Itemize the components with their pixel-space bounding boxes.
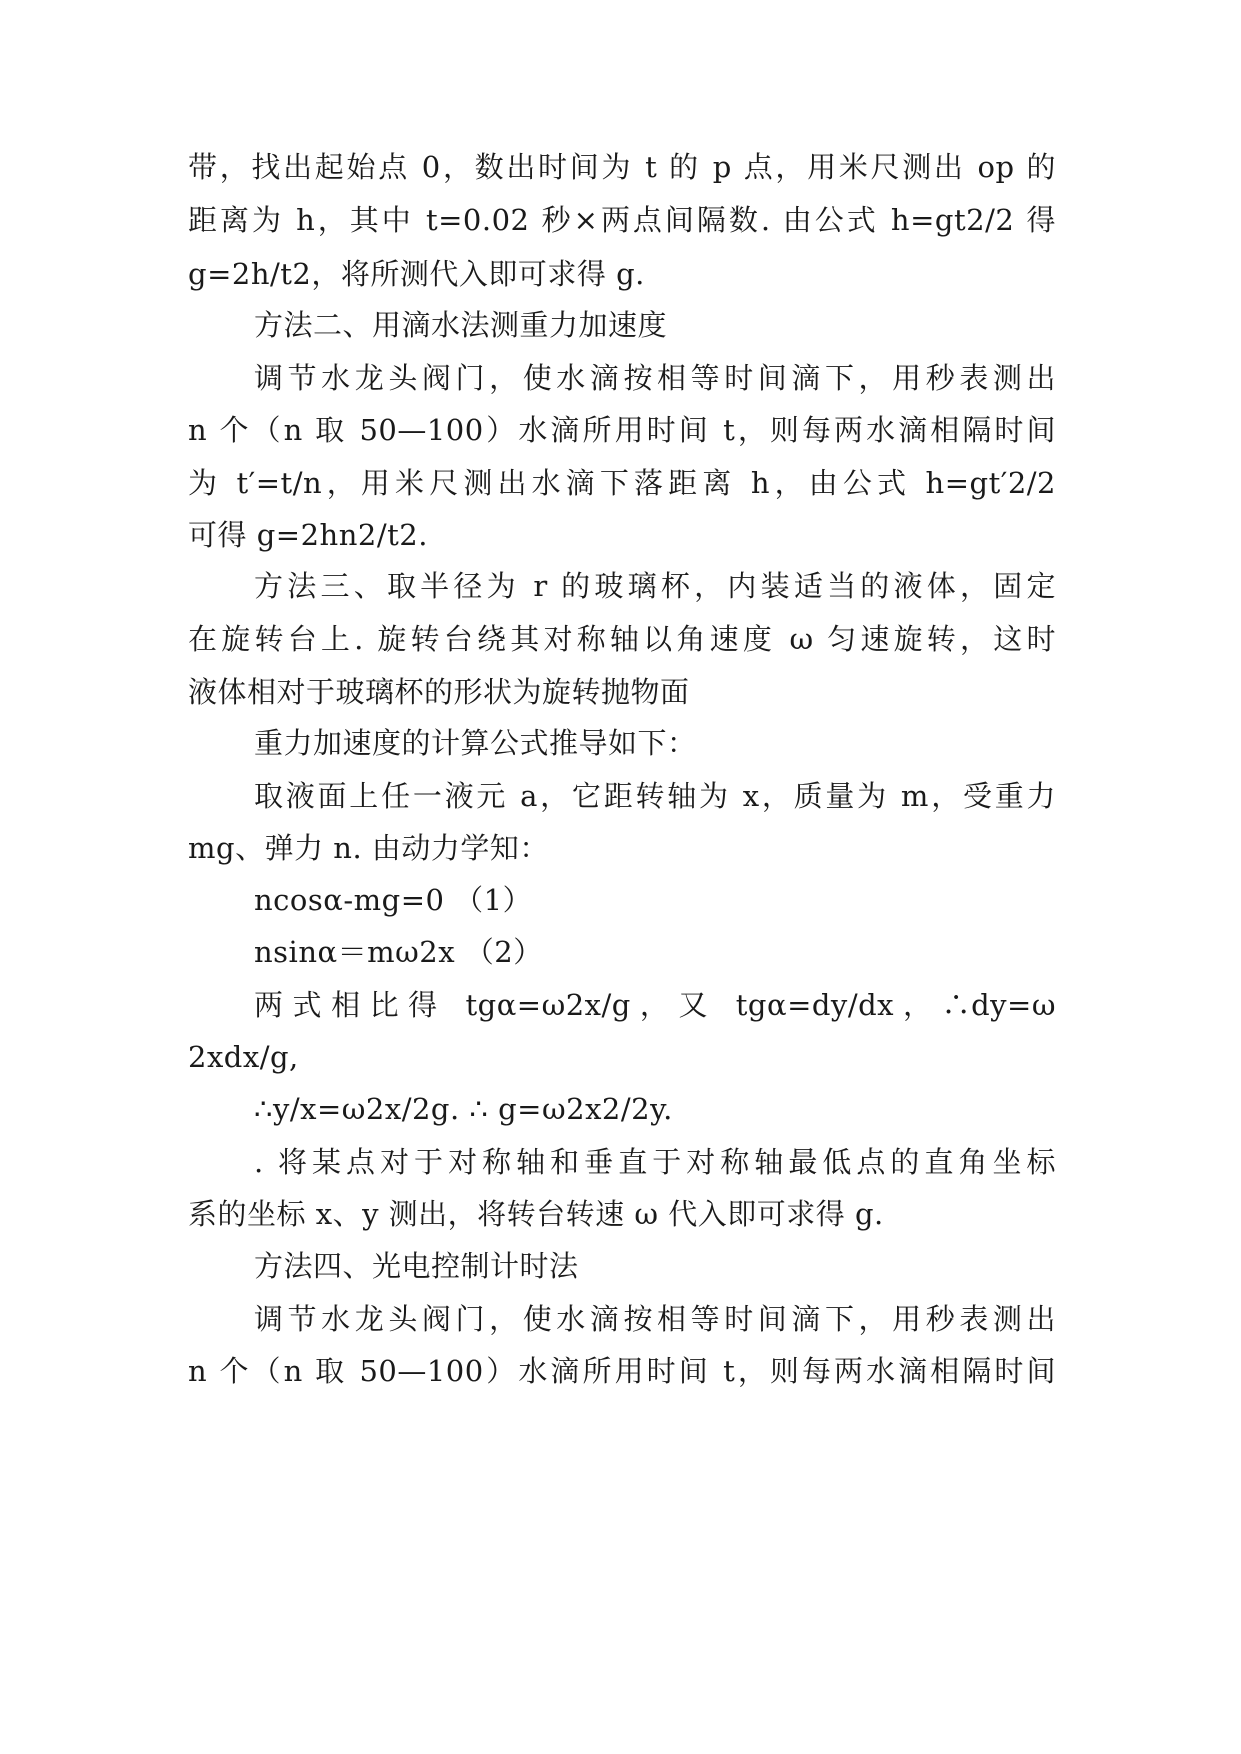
section-heading-method-3: 方法三、取半径为 r 的玻璃杯，内装适当的液体，固定: [254, 569, 1056, 603]
text-line: 为 t′=t/n，用米尺测出水滴下落距离 h，由公式 h=gt′2/2: [188, 466, 1056, 500]
text-line: 距离为 h，其中 t=0.02 秒×两点间隔数. 由公式 h=gt2/2 得: [188, 203, 1056, 237]
text-line: 重力加速度的计算公式推导如下：: [254, 726, 697, 760]
equation-1: ncosα-mg=0 （1）: [254, 883, 533, 917]
text-line: 调节水龙头阀门，使水滴按相等时间滴下，用秒表测出: [254, 361, 1056, 395]
text-line: 可得 g=2hn2/t2.: [188, 518, 428, 552]
text-line: 带，找出起始点 0，数出时间为 t 的 p 点，用米尺测出 op 的: [188, 150, 1056, 184]
text-line: 系的坐标 x、y 测出，将转台转速 ω 代入即可求得 g.: [188, 1197, 884, 1231]
text-line: 2xdx/g,: [188, 1040, 299, 1074]
text-line: 两式相比得 tgα=ω2x/g，又 tgα=dy/dx，∴dy=ω: [254, 988, 1056, 1022]
text-line: 液体相对于玻璃杯的形状为旋转抛物面: [188, 675, 690, 709]
section-heading-method-2: 方法二、用滴水法测重力加速度: [254, 308, 668, 342]
equation-2: nsinα＝mω2x （2）: [254, 935, 543, 969]
section-heading-method-4: 方法四、光电控制计时法: [254, 1249, 579, 1283]
text-line: 在旋转台上. 旋转台绕其对称轴以角速度 ω 匀速旋转，这时: [188, 622, 1056, 656]
text-line: g=2h/t2，将所测代入即可求得 g.: [188, 257, 645, 291]
equation-result: ∴y/x=ω2x/2g. ∴ g=ω2x2/2y.: [254, 1092, 673, 1126]
text-line: mg、弹力 n. 由动力学知：: [188, 831, 549, 865]
text-line: 取液面上任一液元 a，它距转轴为 x，质量为 m，受重力: [254, 779, 1056, 813]
text-line: 调节水龙头阀门，使水滴按相等时间滴下，用秒表测出: [254, 1302, 1056, 1336]
text-line: . 将某点对于对称轴和垂直于对称轴最低点的直角坐标: [254, 1145, 1056, 1179]
text-line: n 个（n 取 50—100）水滴所用时间 t，则每两水滴相隔时间: [188, 413, 1056, 447]
text-line: n 个（n 取 50—100）水滴所用时间 t，则每两水滴相隔时间: [188, 1354, 1056, 1388]
